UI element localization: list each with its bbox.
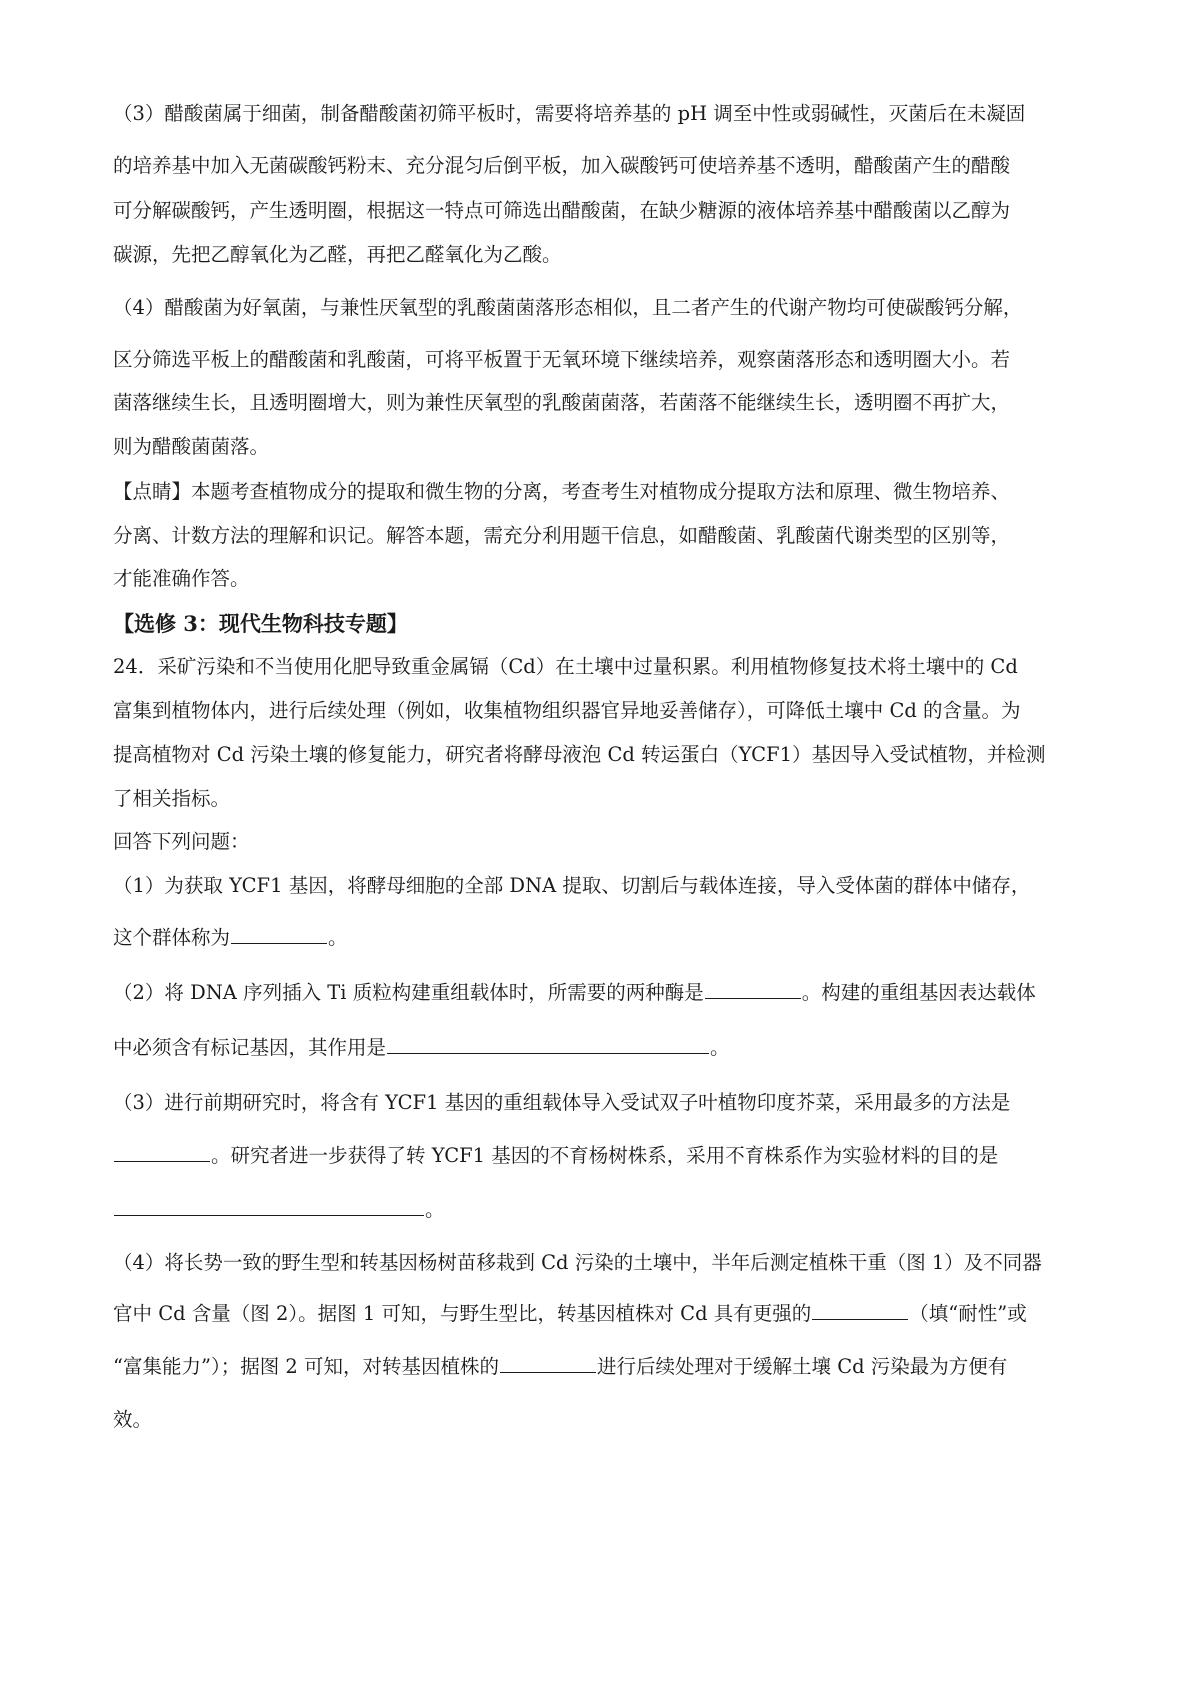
section3-line-3: 可分解碳酸钙，产生透明圈，根据这一特点可筛选出醋酸菌，在缺少糖源的液体培养基中醋酸菌以乙醇为 <box>113 199 1011 222</box>
answer-blank-4[interactable] <box>114 1160 210 1162</box>
q24-part3-line-2 <box>113 1146 998 1166</box>
answer-blank-7[interactable] <box>500 1371 596 1373</box>
comment-line-1: 【点睛】本题考查植物成分的提取和微生物的分离，考查考生对植物成分提取方法和原理、微生物培养、 <box>113 480 1011 503</box>
q24-part4-line-1: （4）将长势一致的野生型和转基因杨树苗移栽到 Cd 污染的土壤中，半年后测定植株干重（图 1）及不同器 <box>113 1251 1042 1274</box>
answer-blank-2[interactable] <box>705 997 801 999</box>
q24-part2-end: 。 <box>710 1036 730 1059</box>
q24-part3-line-1: （3）进行前期研究时，将含有 YCF1 基因的重组载体导入受试双子叶植物印度芥菜，采用最多的方法是 <box>113 1091 1011 1114</box>
q24-part2-text-b: 。构建的重组基因表达载体 <box>801 981 1036 1004</box>
answer-blank-1[interactable] <box>231 942 327 944</box>
q24-part4-line-2 <box>113 1304 1027 1324</box>
comment-line-2: 分离、计数方法的理解和识记。解答本题，需充分利用题干信息，如醋酸菌、乳酸菌代谢类型的区别等， <box>113 524 1011 547</box>
q24-prompt: 回答下列问题： <box>113 830 250 853</box>
q24-part4-line-3 <box>113 1357 1007 1377</box>
q24-stem-line-3: 提高植物对 Cd 污染土壤的修复能力，研究者将酵母液泡 Cd 转运蛋白（YCF1）基因导入受试植物，并检测 <box>113 743 1046 766</box>
q24-part1-line-1: （1）为获取 YCF1 基因，将酵母细胞的全部 DNA 提取、切割后与载体连接，导入受体菌的群体中储存， <box>113 874 1031 897</box>
section-heading: 【选修 3：现代生物科技专题】 <box>113 611 408 636</box>
q24-stem-line-2: 富集到植物体内，进行后续处理（例如，收集植物组织器官异地妥善储存），可降低土壤中 Cd 的含量。为 <box>113 699 1021 722</box>
q24-stem-line-1: 24．采矿污染和不当使用化肥导致重金属镉（Cd）在土壤中过量积累。利用植物修复技术将土壤中的 Cd <box>113 655 1018 678</box>
q24-part3-end: 。 <box>425 1198 445 1221</box>
q24-stem-line-4: 了相关指标。 <box>113 787 231 810</box>
q24-part2-text-a: （2）将 DNA 序列插入 Ti 质粒构建重组载体时，所需要的两种酶是 <box>113 981 704 1004</box>
q24-part4-text-b: （填“耐性”或 <box>909 1302 1027 1325</box>
section4-line-4: 则为醋酸菌菌落。 <box>113 435 270 458</box>
q24-part4-line-4: 效。 <box>113 1408 153 1431</box>
section4-line-1: （4）醋酸菌为好氧菌，与兼性厌氧型的乳酸菌菌落形态相似，且二者产生的代谢产物均可使碳酸钙分解， <box>113 296 1023 319</box>
q24-part2-line-1 <box>113 983 1036 1003</box>
section3-line-1: （3）醋酸菌属于细菌，制备醋酸菌初筛平板时，需要将培养基的 pH 调至中性或弱碱性，灭菌后在未凝固 <box>113 102 1026 125</box>
comment-line-3: 才能准确作答。 <box>113 567 250 590</box>
q24-part3-text: 。研究者进一步获得了转 YCF1 基因的不育杨树株系，采用不育株系作为实验材料的目的是 <box>211 1144 999 1167</box>
q24-part4-text-c: “富集能力”）；据图 2 可知，对转基因植株的 <box>113 1355 499 1378</box>
section4-line-2: 区分筛选平板上的醋酸菌和乳酸菌，可将平板置于无氧环境下继续培养，观察菌落形态和透明圈大小。若 <box>113 348 1011 371</box>
q24-part2-text-c: 中必须含有标记基因，其作用是 <box>113 1036 387 1059</box>
answer-blank-3[interactable] <box>387 1052 709 1054</box>
q24-part1-text: 这个群体称为 <box>113 926 231 949</box>
q24-part4-text-d: 进行后续处理对于缓解土壤 Cd 污染最为方便有 <box>597 1355 1008 1378</box>
section4-line-3: 菌落继续生长，且透明圈增大，则为兼性厌氧型的乳酸菌菌落，若菌落不能继续生长，透明圈不再扩大， <box>113 391 1011 414</box>
q24-part1-end: 。 <box>328 926 348 949</box>
q24-part1-line-2 <box>113 928 348 948</box>
answer-blank-5[interactable] <box>114 1214 424 1216</box>
section3-line-4: 碳源，先把乙醇氧化为乙醛，再把乙醛氧化为乙酸。 <box>113 243 562 266</box>
q24-part2-line-2 <box>113 1038 730 1058</box>
q24-part3-line-3 <box>113 1200 445 1220</box>
section3-line-2: 的培养基中加入无菌碳酸钙粉末、充分混匀后倒平板，加入碳酸钙可使培养基不透明，醋酸菌产生的醋酸 <box>113 154 1011 177</box>
answer-blank-6[interactable] <box>812 1318 908 1320</box>
q24-part4-text-a: 官中 Cd 含量（图 2）。据图 1 可知，与野生型比，转基因植株对 Cd 具有更强的 <box>113 1302 812 1325</box>
